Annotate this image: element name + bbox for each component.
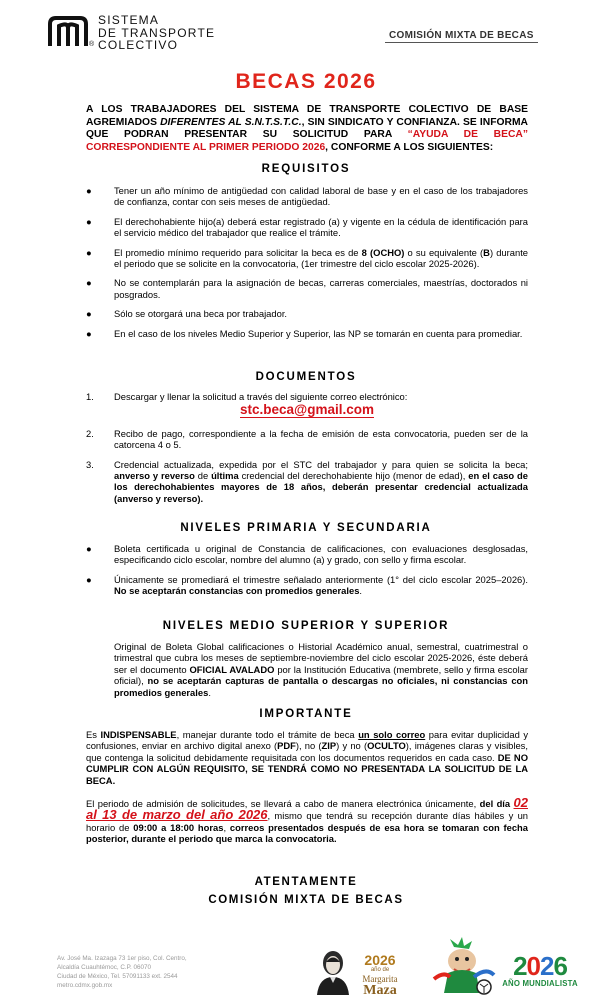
intro-part-3: , SIN SINDICATO Y CONFIANZA. SE INFORMA QUE PODRAN PRESENTAR SU SOLICITUD PARA (86, 116, 528, 141)
documento-3c: de (194, 470, 212, 482)
section-title-medio-superior: NIVELES MEDIO SUPERIOR Y SUPERIOR (162, 620, 450, 632)
bullet-icon: ● (86, 327, 92, 339)
list-item (86, 277, 528, 300)
maza-sub: año de (370, 967, 390, 973)
list-item (86, 247, 528, 270)
requisito-3b: 8 (OCHO) (361, 246, 405, 258)
imp-1i: ) y no ( (336, 740, 368, 752)
requisito-3d: B (483, 246, 490, 258)
maza-year: 2026 (364, 952, 396, 968)
imp-2e: 09:00 a 18:00 horas (133, 821, 224, 833)
imp-2f: , (223, 821, 230, 833)
list-item (86, 216, 528, 239)
requisito-3e: ) durante el periodo que se solicite en la convocatoria, (1er trimestre del ciclo escolar 2025-2026). (114, 246, 529, 270)
intro-part-1: A LOS TRABAJADORES DEL SISTEMA DE TRANSPORTE COLECTIVO DE BASE AGREMIADOS (86, 104, 528, 128)
list-item (86, 574, 528, 597)
documento-3e: credencial del derechohabiente hijo (menor de edad), (238, 470, 469, 482)
item-number: 1. (86, 391, 94, 402)
mundial-year (500, 953, 580, 979)
requisito-2: El derechohabiente hijo(a) deberá estar registrado (a) y vigente en la cédula de identificación para el servicio médico del trabajador que realice el trámite. (114, 215, 528, 239)
item-number: 3. (86, 458, 94, 470)
imp-2d: , mismo que tendrá su recepción durante días hábiles y un horario de (86, 810, 528, 833)
list-item (86, 391, 528, 416)
header (0, 0, 612, 70)
primaria-2c: . (359, 585, 363, 597)
list-item (86, 543, 528, 566)
documento-1: Descargar y llenar la solicitud a través del siguiente correo electrónico: (114, 391, 408, 402)
list-item (86, 428, 528, 451)
list-item (86, 459, 528, 505)
documento-3f: en el caso de los derechohabientes mayores de 18 años, deberán presentar credencial actualizada (anverso y reverso). (114, 470, 528, 504)
medio-superior-paragraph (114, 641, 528, 698)
imp-1l: DE NO CUMPLIR CON ALGÚN REQUISITO, SE TENDRÁ COMO NO PRESENTADA LA SOLICITUD DE LA BECA. (86, 751, 528, 786)
org-line-3: COLECTIVO (98, 38, 179, 52)
mundial-label: AÑO MUNDIALISTA (502, 979, 578, 988)
documentos-list (86, 391, 528, 504)
imp-1e: para evitar duplicidad y confusiones, enviar en archivo digital anexo ( (86, 729, 529, 752)
primaria-1: Boleta certificada u original de Constancia de calificaciones, con evaluaciones desglosadas, especificando ciclo escolar, nombre del alumno (a) y grado, con sello y firma escolar. (114, 543, 528, 566)
admission-dates: 02 al 13 de marzo del año 2026 (86, 795, 528, 823)
item-number: 2. (86, 427, 94, 439)
bullet-icon: ● (86, 185, 92, 196)
requisito-4: No se contemplarán para la asignación de becas, carreras comerciales, maestrías, doctorados ni posgrados. (114, 277, 528, 300)
org-line-1: SISTEMA (98, 13, 160, 27)
importante-paragraph-1 (86, 729, 528, 786)
footer-address (57, 954, 187, 990)
bullet-icon: ● (86, 277, 92, 289)
page-title: BECAS 2026 (235, 70, 377, 93)
list-item (86, 308, 528, 319)
list-item (86, 328, 528, 339)
documento-3a: Credencial actualizada, expedida por el STC del trabajador y para quien se solicita la beca; (114, 458, 528, 470)
address-line-1: Av. José Ma. Izazaga 73 1er piso, Col. Centro, (57, 955, 187, 962)
primaria-2b: No se aceptarán constancias con promedios generales (114, 585, 360, 597)
closing-line-2: COMISIÓN MIXTA DE BECAS (208, 894, 404, 906)
imp-1f: PDF (277, 740, 296, 752)
intro-part-4: “AYUDA DE BECA” CORRESPONDIENTE AL PRIMER PERIODO 2026 (86, 129, 528, 154)
intro-paragraph (86, 104, 528, 155)
org-name (89, 13, 216, 52)
section-title-documentos: DOCUMENTOS (255, 371, 357, 383)
section-title-importante: IMPORTANTE (259, 708, 353, 720)
maza-name-1: Margarita (362, 974, 398, 984)
bullet-icon: ● (86, 215, 92, 227)
email-text[interactable]: stc.beca@gmail.com (240, 402, 374, 418)
importante-paragraph-2 (86, 797, 528, 845)
email-link[interactable] (114, 402, 528, 418)
imp-2a: El periodo de admisión de solicitudes, se llevará a cabo de manera electrónica únicamente, (86, 798, 480, 809)
metro-logo-icon (48, 14, 88, 48)
registered-mark: ® (89, 41, 96, 48)
imp-2b: del día (479, 798, 514, 809)
ano-mundialista-logo (500, 953, 580, 988)
bullet-icon: ● (86, 573, 92, 585)
documento-2: Recibo de pago, correspondiente a la fecha de emisión de esta convocatoria, pueden ser de la catorcena 4 o 5. (114, 427, 528, 451)
documento-3b: anverso y reverso (114, 470, 195, 482)
requisito-3c: o su equivalente ( (404, 246, 484, 258)
section-title-primaria: NIVELES PRIMARIA Y SECUNDARIA (180, 522, 432, 534)
org-line-2: DE TRANSPORTE (98, 25, 216, 40)
imp-1g: ), no ( (295, 740, 322, 752)
intro-part-5: , CONFORME A LOS SIGUIENTES: (325, 142, 494, 154)
bullet-icon: ● (86, 308, 92, 320)
requisito-3a: El promedio mínimo requerido para solicitar la beca es de (114, 246, 362, 258)
address-line-3: Ciudad de México, Tel. 57091133 ext. 2544 (57, 973, 178, 980)
requisito-6: En el caso de los niveles Medio Superior y Superior, las NP se tomarán en cuenta para promediar. (114, 327, 523, 339)
maza-name-2: Maza (363, 983, 397, 998)
bullet-icon: ● (86, 246, 92, 258)
imp-1j: OCULTO (367, 740, 406, 752)
section-title-requisitos: REQUISITOS (261, 163, 351, 175)
intro-part-2: DIFERENTES AL S.N.T.S.T.C. (160, 116, 302, 128)
imp-1b: INDISPENSABLE (100, 729, 177, 740)
requisito-1: Tener un año mínimo de antigüedad con calidad laboral de base y en el caso de los trabajadores de confianza, contar con seis meses de antigüedad. (114, 185, 528, 208)
bullet-icon: ● (86, 543, 92, 554)
imp-1a: Es (86, 729, 101, 740)
mascot-icon (424, 937, 498, 995)
requisito-5: Sólo se otorgará una beca por trabajador. (114, 308, 288, 320)
imp-1k: ), imágenes claras y visibles, que contenga la solicitud debidamente requisitada con los documentos requeridos en cada caso. (86, 740, 528, 763)
requisitos-list (86, 185, 528, 339)
list-item (86, 185, 528, 208)
medio-c: por la Institución Educativa (membrete, sello y firma escolar oficial), (114, 663, 528, 687)
imp-2g: correos presentados después de esa hora se tomaran con fecha posterior, durante el periodo que marca la convocatoria. (86, 821, 528, 845)
address-line-2: Alcaldía Cuauhtémoc, C.P. 06070 (57, 964, 152, 971)
closing-line-1: ATENTAMENTE (254, 876, 358, 888)
imp-1h: ZIP (321, 740, 337, 752)
primaria-2a: Únicamente se promediará el trimestre señalado anteriormente (1° del ciclo escolar 2025–2026). (114, 573, 528, 585)
mundial-year-text: 2026 (513, 951, 567, 981)
imp-1c: , manejar durante todo el trámite de beca (176, 729, 359, 740)
medio-a: Original de Boleta Global calificaciones o Historial Académico anual, semestral, cuatrimestral o trimestral que cubra los meses de septiembre-noviembre del ciclo escolar 2025-2026, éste deberá ser el documento (114, 641, 528, 675)
commission-header: COMISIÓN MIXTA DE BECAS (385, 30, 538, 43)
portrait-icon (314, 947, 352, 995)
medio-d: no se aceptarán capturas de pantalla o descargas no oficiales, ni constancias con promedios generales (114, 675, 528, 698)
medio-b: OFICIAL AVALADO (189, 663, 275, 675)
medio-e: . (208, 686, 211, 698)
address-line-4[interactable]: metro.cdmx.gob.mx (57, 982, 113, 989)
imp-1d: un solo correo (358, 729, 426, 740)
margarita-maza-logo (356, 953, 404, 998)
primaria-list (86, 543, 528, 597)
documento-3d: última (211, 470, 239, 482)
